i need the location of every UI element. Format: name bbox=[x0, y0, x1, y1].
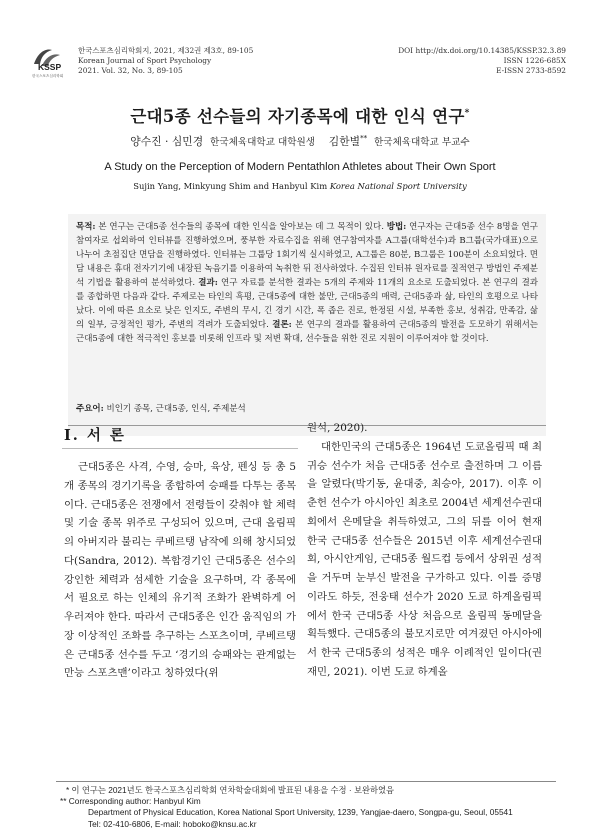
paper-title-english: A Study on the Perception of Modern Pentathlon Athletes about Their Own Sport bbox=[104, 161, 496, 173]
body-left-column: 근대5종은 사격, 수영, 승마, 육상, 펜싱 등 총 5개 종목의 경기기록을 종합하여 승패를 다투는 종목이다. 근대5종은 전쟁에서 전령들이 갖춰야 할 체력 및 기술 종목 위주로 구성되어 있으며, 근대 올림픽의 아버지라 불리는 쿠베르탱 남작에 의해 창시되었다(Sandra, 2012). 복합경기인 근대5종은 선수의 강인한 체력과 섬세한 기술을 요구하며, 각 종목에서 필요로 하는 인체의 유기적 조화가 완벽하게 어우러져야 한다. 따라서 근대5종은 인간 움직임의 가장 이상적인 조화를 추구하는 스포츠이며, 쿠베르탱은 근대5종 선수를 두고 ‘경기의 승패와는 관계없는 만능 스포츠맨’이라고 칭하였다(위 bbox=[64, 461, 296, 680]
authors-english: Sujin Yang, Minkyung Shim and Hanbyul Kim Korea National Sport University bbox=[133, 181, 467, 191]
body-paragraph: 대한민국의 근대5종은 1964년 도쿄올림픽 때 최귀승 선수가 처음 근대5종 선수로 출전하며 그 이름을 알렸다(박기동, 윤대중, 최승아, 2017). 이후 이춘헌 선수가 아시아인 최초로 2004년 세계선수권대회에서 은메달을 취득하였고, 그의 뒤를 이어 현재 한국 근대5종 선수들은 2015년 이후 세계선수권대회, 아시안게임, 근대5종 월드컵 등에서 상위권 성적을 거두며 눈부신 발전을 구가하고 있다. 이를 증명이라도 하듯, 전웅태 선수가 2020 도쿄 하계올림픽에서 한국 근대5종 사상 처음으로 올림픽 동메달을 획득했다. 근대5종의 불모지로만 여겨졌던 아시아에서 한국 근대5종의 성적은 매우 이례적인 일이다(권재민, 2021). 이번 도쿄 하계올 bbox=[307, 440, 542, 678]
eissn: E-ISSN 2733-8592 bbox=[496, 66, 566, 75]
keywords: 주요어: 비인기 종목, 근대5종, 인식, 주제분석 bbox=[76, 404, 246, 414]
paper-title-korean: 근대5종 선수들의 자기종목에 대한 인식 연구* bbox=[130, 107, 470, 126]
footnote-address: Department of Physical Education, Korea National Sport University, 1239, Yangjae-daero, Songpa-gu, Seoul, 05541 bbox=[88, 807, 513, 818]
body-right-column bbox=[307, 419, 542, 682]
journal-issue: 2021. Vol. 32, No. 3, 89-105 bbox=[78, 66, 183, 75]
svg-text:KSSP: KSSP bbox=[38, 62, 62, 72]
journal-logo bbox=[30, 44, 68, 78]
svg-text:한국스포츠심리학회: 한국스포츠심리학회 bbox=[32, 74, 64, 78]
journal-name-en: Korean Journal of Sport Psychology bbox=[78, 56, 212, 65]
footnote-1: * 이 연구는 2021년도 한국스포츠심리학회 연차학술대회에 발표된 내용을 수정 · 보완하였음 bbox=[66, 785, 395, 795]
journal-name-kr: 한국스포츠심리학회지, 2021, 제32권 제3호, 89-105 bbox=[78, 46, 254, 55]
issn: ISSN 1226-685X bbox=[503, 56, 566, 65]
footnotes bbox=[60, 785, 560, 830]
section-heading-rule bbox=[62, 448, 298, 449]
journal-identifiers bbox=[398, 46, 566, 76]
abstract-text: 목적: 본 연구는 근대5종 선수들의 종목에 대한 인식을 알아보는 데 그 목적이 있다. 방법: 연구자는 근대5종 선수 8명을 연구참여자로 섭외하여 인터뷰를 진행하였으며, 풍부한 자료수집을 위해 연구참여자를 A그룹(대학선수)과 B그룹(국가대표)으로 나누어 초점집단 면담을 진행하였다. 인터뷰는 그룹당 1회기씩 실시하였고, A그룹은 80분, B그룹은 100분이 소요되었다. 면담 내용은 휴대 전자기기에 내장된 녹음기를 이용하여 녹취한 뒤 전사하였다. 수집된 인터뷰 원자료를 질적연구 방법인 주제분석 기법을 활용하여 분석하였다. 결과: 연구 자료를 분석한 결과는 5개의 주제와 11개의 요소로 도출되었다. 본 연구의 결과를 종합하면 다음과 같다. 주제로는 타인의 흑평, 근대5종에 대한 불만, 근대5종의 매력, 근대5종과 삶, 타인의 호평으로 나타났다. 이에 따른 요소로 낮은 인지도, 주변의 무시, 긴 경기 시간, 폭 좁은 진로, 한정된 시설, 부족한 홍보, 성취감, 만족감, 삶의 일부, 긍정적인 평가, 주변의 격려가 도출되었다. 결론: 본 연구의 결과를 활용하여 근대5종의 발전을 도모하기 위해서는 근대5종에 대한 적극적인 홍보를 비롯해 인프라 및 저변 확대, 선수들을 위한 진로 지원이 이루어져야 할 것이다. bbox=[76, 222, 539, 344]
footnote-divider bbox=[56, 781, 556, 782]
authors-korean: 양수진 · 심민경 한국체육대학교 대학원생 김한별** 한국체육대학교 부교수 bbox=[130, 134, 470, 148]
footnote-contact: Tel: 02-410-6806, E-mail: hoboko@knsu.ac.kr bbox=[88, 818, 257, 829]
section-heading: Ⅰ. 서 론 bbox=[64, 427, 126, 444]
doi-link[interactable]: DOI http://dx.doi.org/10.14385/KSSP.32.3.89 bbox=[398, 46, 566, 55]
journal-info bbox=[78, 46, 253, 76]
body-paragraph: 원석, 2020). bbox=[307, 422, 368, 434]
footnote-2: ** Corresponding author: Hanbyul Kim bbox=[60, 796, 201, 807]
